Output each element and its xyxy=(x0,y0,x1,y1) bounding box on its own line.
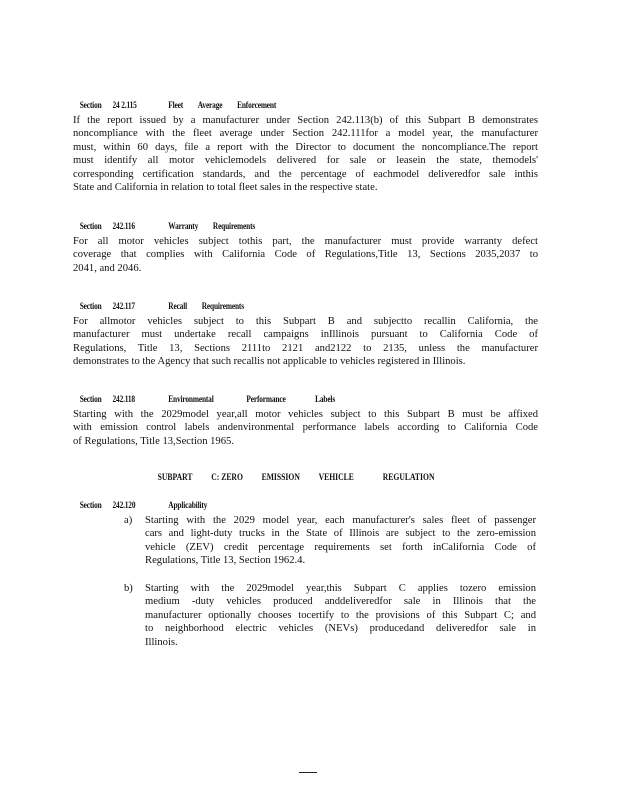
section-paragraph xyxy=(73,408,538,448)
subpart-word: VEHICLE xyxy=(318,472,354,482)
section-label: Section xyxy=(79,500,102,510)
text-line: Regulations, Title 13, Sections 2111to 2121 and2122 to 2135, unless the manufacturer xyxy=(73,342,538,354)
section-number: 242.120 xyxy=(112,500,136,510)
subpart-word: SUBPART xyxy=(157,472,193,482)
section-title-word: Environmental xyxy=(168,394,214,404)
section-title-word: Warranty xyxy=(168,221,199,231)
text-line: demonstrates to the Agency that such recallis not applicable to vehicles registered in Illinois. xyxy=(73,356,466,368)
section-number: 242.117 xyxy=(112,301,135,311)
subpart-heading xyxy=(150,462,453,492)
text-line: of Regulations, Title 13,Section 1965. xyxy=(73,435,234,447)
text-line: vehicle (ZEV) credit percentage requirements set forth inCalifornia Code of xyxy=(145,541,536,553)
text-line: noncompliance with the fleet average under Section 242.111for a model year, the manufacturer xyxy=(73,128,538,140)
section-paragraph xyxy=(73,315,538,369)
section-number: 242.116 xyxy=(112,221,135,231)
text-line: medium -duty vehicles produced anddeliveredfor sale in Illinois that the xyxy=(145,596,536,608)
section-title-word: Enforcement xyxy=(237,100,277,110)
text-line: must, within 60 days, file a report with the Director to document the noncompliance.The report xyxy=(73,141,538,153)
section-paragraph xyxy=(73,114,538,194)
text-line: For allmotor vehicles subject to this Subpart B and subjectto recallin California, the xyxy=(73,316,538,327)
subpart-word: REGULATION xyxy=(382,472,435,482)
list-item-body xyxy=(145,582,536,649)
section-title-word: Applicability xyxy=(168,500,208,510)
section-title-word: Average xyxy=(197,100,223,110)
text-line: For all motor vehicles subject tothis part, the manufacturer must provide warranty defect xyxy=(73,236,538,247)
text-line: must identify all motor vehiclemodels delivered for sale or leasein the state, themodels' xyxy=(73,155,538,167)
section-label: Section xyxy=(79,221,102,231)
text-line: Regulations, Title 13, Section 1962.4. xyxy=(145,555,306,567)
section-title-word: Requirements xyxy=(201,301,244,311)
section-label: Section xyxy=(79,394,102,404)
text-line: coverage that complies with California Code of Regulations,Title 13, Sections 2035,2037 to xyxy=(73,249,538,261)
text-line: to neighborhood electric vehicles (NEVs) producedand deliveredfor sale in xyxy=(145,623,536,635)
text-line: corresponding certification standards, and the percentage of eachmodel deliveredfor sale inthis xyxy=(73,168,538,180)
section-number: 24 2.115 xyxy=(112,100,137,110)
text-line: Starting with the 2029model year,all motor vehicles subject to this Subpart B must be affixed xyxy=(73,409,538,420)
section-title-word: Performance xyxy=(246,394,286,404)
text-line: Starting with the 2029model year,this Subpart C applies tozero emission xyxy=(145,583,536,594)
list-item-body xyxy=(145,514,536,568)
section-paragraph xyxy=(73,235,538,275)
section-title-word: Requirements xyxy=(212,221,256,231)
text-line: Starting with the 2029 model year, each manufacturer's sales fleet of passenger xyxy=(145,515,536,526)
text-line: Illinois. xyxy=(145,636,178,648)
section-label: Section xyxy=(79,100,102,110)
section-label: Section xyxy=(79,301,102,311)
section-number: 242.118 xyxy=(112,394,135,404)
text-line: State and California in relation to total fleet sales in the respective state. xyxy=(73,182,378,194)
footer-rule xyxy=(299,772,317,773)
subpart-word: EMISSION xyxy=(261,472,300,482)
section-title-word: Fleet xyxy=(168,100,184,110)
text-line: 2041, and 2046. xyxy=(73,262,142,274)
text-line: with emission control labels andenvironmental performance labels according to California Code xyxy=(73,422,538,434)
text-line: manufacturer optionally chooses tocertify to the provisions of this Subpart C; and xyxy=(145,609,536,621)
list-marker: b) xyxy=(124,583,133,594)
text-line: If the report issued by a manufacturer under Section 242.113(b) of this Subpart B demonstrates xyxy=(73,115,538,126)
section-title-word: Labels xyxy=(315,394,336,404)
text-line: cars and light-duty trucks in the State of Illinois are subject to the zero-emission xyxy=(145,528,536,540)
section-title-word: Recall xyxy=(168,301,187,311)
subpart-word: C: ZERO xyxy=(211,472,243,482)
list-marker: a) xyxy=(124,515,133,526)
text-line: manufacturer must undertake recall campaigns inIllinois pursuant to California Code of xyxy=(73,329,538,341)
